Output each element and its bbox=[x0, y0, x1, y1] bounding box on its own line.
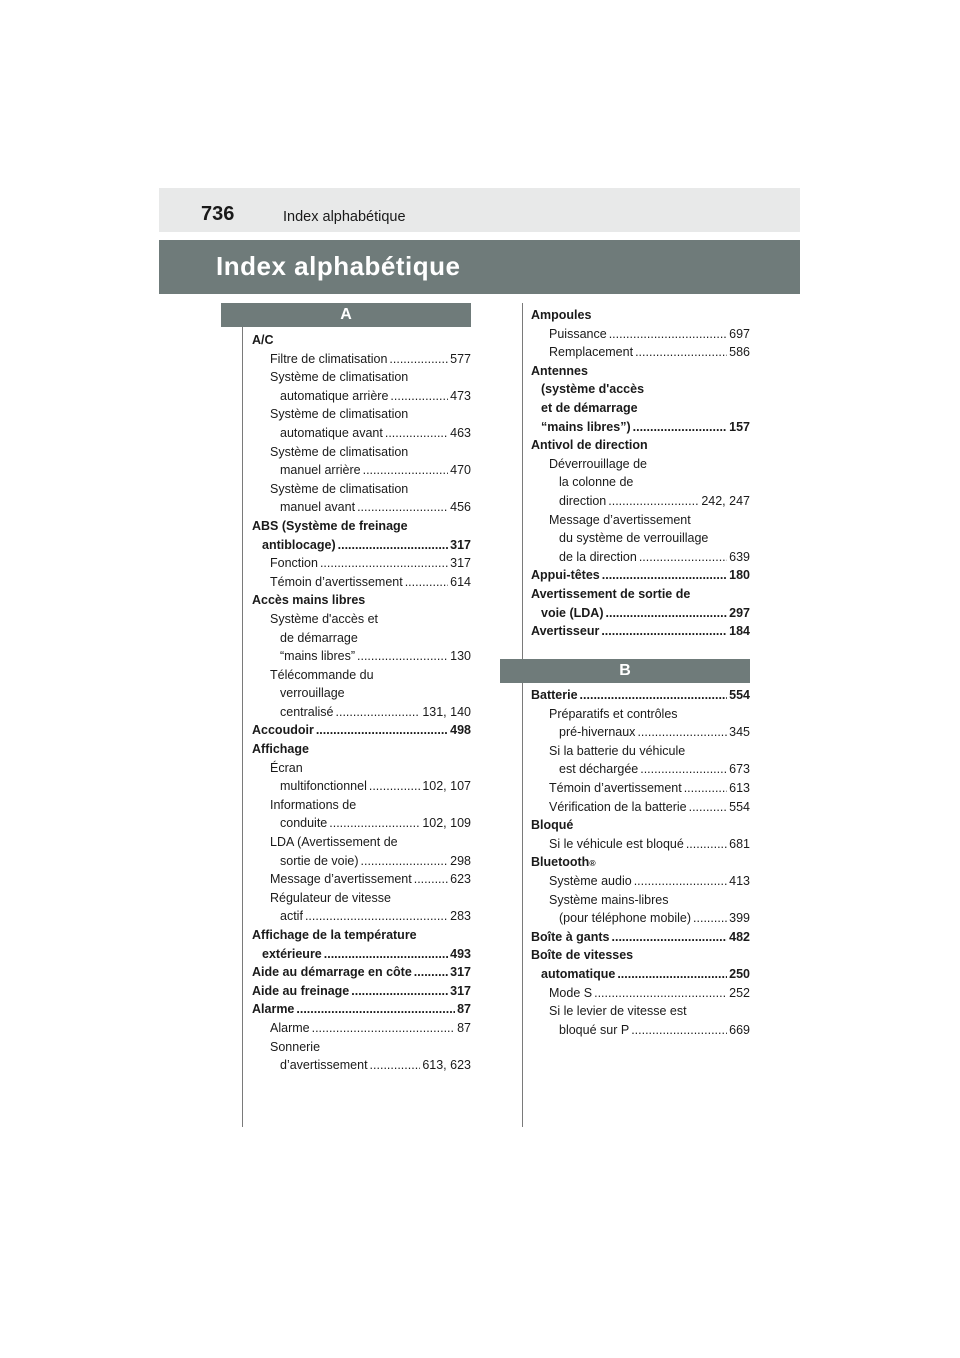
page-reference: 554 bbox=[729, 799, 750, 814]
index-entry-text: la colonne de bbox=[559, 475, 634, 490]
page-reference: 614 bbox=[450, 574, 471, 589]
index-entry-text: et de démarrage bbox=[541, 400, 638, 415]
dot-leader bbox=[686, 835, 727, 854]
index-entry-text: d’avertissement bbox=[280, 1058, 368, 1073]
page-reference: 623 bbox=[450, 872, 471, 887]
index-entry bbox=[531, 1002, 750, 1021]
page-reference: 250 bbox=[729, 966, 750, 981]
index-entry-text: Vérification de la batterie bbox=[549, 799, 687, 814]
index-entry-text: Alarme bbox=[270, 1020, 310, 1035]
column-divider-right bbox=[522, 303, 523, 1127]
index-entry-text: Système de climatisation bbox=[270, 407, 409, 422]
index-entry bbox=[252, 926, 471, 945]
index-entry-text: Affichage bbox=[252, 742, 309, 757]
index-entry bbox=[252, 870, 471, 889]
page-reference: 317 bbox=[450, 965, 471, 980]
page-reference: 413 bbox=[729, 873, 750, 888]
page-reference: 470 bbox=[450, 463, 471, 478]
index-entry-text: centralisé bbox=[280, 704, 334, 719]
dot-leader bbox=[357, 647, 448, 666]
index-entry-text: de la direction bbox=[559, 549, 637, 564]
index-entry-text: bloqué sur P bbox=[559, 1022, 630, 1037]
dot-leader bbox=[693, 909, 727, 928]
page-reference: 613 bbox=[729, 780, 750, 795]
index-entry-text: (pour téléphone mobile) bbox=[559, 911, 692, 926]
index-column-right-b bbox=[531, 686, 750, 1039]
index-entry-text: Système audio bbox=[549, 873, 632, 888]
dot-leader bbox=[639, 548, 727, 567]
dot-leader bbox=[361, 852, 449, 871]
index-entry-text: automatique bbox=[541, 966, 616, 981]
dot-leader bbox=[601, 622, 727, 641]
index-entry-text: Antennes bbox=[531, 363, 588, 378]
index-entry-text: Antivol de direction bbox=[531, 438, 648, 453]
dot-leader bbox=[370, 1056, 421, 1075]
page-reference: 184 bbox=[729, 624, 750, 639]
index-entry-text: A/C bbox=[252, 333, 274, 347]
index-entry bbox=[252, 963, 471, 982]
index-entry bbox=[531, 723, 750, 742]
index-entry-text: conduite bbox=[280, 816, 328, 831]
page-title: Index alphabétique bbox=[216, 251, 461, 281]
index-entry bbox=[531, 742, 750, 761]
index-entry bbox=[531, 705, 750, 724]
index-entry bbox=[531, 604, 750, 623]
index-entry bbox=[252, 1038, 471, 1057]
dot-leader bbox=[635, 343, 727, 362]
index-entry bbox=[531, 909, 750, 928]
dot-leader bbox=[316, 721, 448, 740]
index-entry-text: Si le véhicule est bloqué bbox=[549, 836, 684, 851]
dot-leader bbox=[612, 928, 728, 947]
index-entry-text: sortie de voie) bbox=[280, 853, 359, 868]
index-entry bbox=[252, 982, 471, 1001]
section-letter-a: A bbox=[221, 303, 471, 327]
index-entry bbox=[531, 306, 750, 325]
page-reference: 482 bbox=[729, 929, 750, 944]
page-reference: 586 bbox=[729, 345, 750, 360]
dot-leader bbox=[385, 424, 448, 443]
index-entry-text: Système de climatisation bbox=[270, 370, 409, 385]
column-divider-left bbox=[242, 303, 243, 1127]
index-entry bbox=[531, 946, 750, 965]
index-entry-text: Avertissement de sortie de bbox=[531, 586, 691, 601]
index-entry-text: Boîte à gants bbox=[531, 929, 610, 944]
index-entry bbox=[531, 529, 750, 548]
index-entry bbox=[252, 740, 471, 759]
dot-leader bbox=[684, 779, 727, 798]
index-entry-text: Aide au démarrage en côte bbox=[252, 965, 412, 980]
index-entry bbox=[531, 622, 750, 641]
page-reference: 297 bbox=[729, 605, 750, 620]
dot-leader bbox=[312, 1019, 456, 1038]
dot-leader bbox=[329, 814, 420, 833]
dot-leader bbox=[634, 872, 727, 891]
page-reference: 456 bbox=[450, 500, 471, 515]
dot-leader bbox=[296, 1000, 455, 1019]
index-entry bbox=[531, 548, 750, 567]
index-entry bbox=[252, 610, 471, 629]
index-entry-text: automatique avant bbox=[280, 425, 383, 440]
dot-leader bbox=[580, 686, 728, 705]
page-reference: 298 bbox=[450, 853, 471, 868]
index-entry bbox=[252, 350, 471, 369]
index-entry-text: extérieure bbox=[262, 946, 322, 961]
page-reference: 697 bbox=[729, 326, 750, 341]
dot-leader bbox=[338, 536, 449, 555]
index-entry-text: ABS (Système de freinage bbox=[252, 518, 408, 533]
dot-leader bbox=[357, 498, 448, 517]
index-entry-text: Filtre de climatisation bbox=[270, 351, 388, 366]
index-entry-text: actif bbox=[280, 909, 303, 924]
dot-leader bbox=[414, 963, 448, 982]
index-entry bbox=[252, 443, 471, 462]
index-entry-text: Appui-têtes bbox=[531, 568, 600, 583]
index-entry-text: Fonction bbox=[270, 556, 318, 571]
page-reference: 473 bbox=[450, 388, 471, 403]
page-number: 736 bbox=[201, 203, 235, 225]
index-entry-text: Préparatifs et contrôles bbox=[549, 706, 678, 721]
page-reference: 317 bbox=[450, 983, 471, 998]
index-entry bbox=[252, 945, 471, 964]
index-entry-text: Bluetooth bbox=[531, 855, 590, 870]
dot-leader bbox=[320, 554, 448, 573]
index-entry-text: Déverrouillage de bbox=[549, 456, 647, 471]
dot-leader bbox=[606, 604, 728, 623]
dot-leader bbox=[405, 573, 448, 592]
page-reference: 252 bbox=[729, 985, 750, 1000]
index-entry bbox=[531, 928, 750, 947]
index-entry bbox=[531, 473, 750, 492]
index-entry bbox=[531, 1021, 750, 1040]
index-column-right-a bbox=[531, 306, 750, 641]
index-entry bbox=[252, 554, 471, 573]
index-entry-text: Bloqué bbox=[531, 818, 574, 833]
index-entry-text: pré-hivernaux bbox=[559, 725, 636, 740]
index-entry-text: de démarrage bbox=[280, 630, 358, 645]
index-entry bbox=[252, 629, 471, 648]
page-reference: 87 bbox=[457, 1020, 471, 1035]
page-reference: 130 bbox=[450, 649, 471, 664]
page-reference: 681 bbox=[729, 836, 750, 851]
page-reference: 669 bbox=[729, 1022, 750, 1037]
index-entry-text: Si le levier de vitesse est bbox=[549, 1004, 687, 1019]
index-entry bbox=[531, 418, 750, 437]
index-entry bbox=[531, 872, 750, 891]
index-entry bbox=[531, 835, 750, 854]
dot-leader bbox=[608, 492, 699, 511]
dot-leader bbox=[637, 723, 727, 742]
page-reference: 317 bbox=[450, 556, 471, 571]
index-entry-text: “mains libres” bbox=[280, 649, 356, 664]
index-entry-text: (système d'accès bbox=[541, 382, 645, 397]
index-entry bbox=[531, 362, 750, 381]
index-entry bbox=[531, 686, 750, 705]
index-entry bbox=[252, 796, 471, 815]
index-entry bbox=[252, 889, 471, 908]
page-reference: 283 bbox=[450, 909, 471, 924]
dot-leader bbox=[390, 387, 448, 406]
index-entry bbox=[252, 368, 471, 387]
index-entry bbox=[252, 647, 471, 666]
dot-leader bbox=[363, 461, 449, 480]
dot-leader bbox=[631, 1021, 727, 1040]
dot-leader bbox=[640, 760, 727, 779]
index-entry bbox=[531, 492, 750, 511]
index-entry-text: Ampoules bbox=[531, 308, 592, 322]
index-entry-text: manuel avant bbox=[280, 500, 356, 515]
index-entry-text: Système mains-libres bbox=[549, 892, 669, 907]
page-reference: 498 bbox=[450, 723, 471, 738]
dot-leader bbox=[689, 798, 728, 817]
index-entry-text: Témoin d’avertissement bbox=[270, 574, 403, 589]
index-entry bbox=[252, 517, 471, 536]
index-entry bbox=[252, 759, 471, 778]
page-reference: 87 bbox=[457, 1002, 471, 1017]
index-column-left bbox=[252, 331, 471, 1075]
index-entry-text: Avertisseur bbox=[531, 624, 600, 639]
index-entry bbox=[531, 380, 750, 399]
index-entry bbox=[531, 798, 750, 817]
index-entry-text: Mode S bbox=[549, 985, 593, 1000]
dot-leader bbox=[324, 945, 448, 964]
index-entry bbox=[252, 424, 471, 443]
page-reference: 102, 107 bbox=[422, 779, 471, 794]
index-entry-text: antiblocage) bbox=[262, 537, 336, 552]
index-entry-text: “mains libres”) bbox=[541, 419, 631, 434]
index-entry bbox=[252, 591, 471, 610]
index-entry bbox=[252, 777, 471, 796]
index-entry bbox=[252, 331, 471, 350]
index-entry bbox=[252, 721, 471, 740]
index-entry: Bluetooth ® bbox=[531, 853, 750, 872]
index-entry bbox=[252, 1056, 471, 1075]
index-entry bbox=[252, 1019, 471, 1038]
index-entry bbox=[252, 405, 471, 424]
index-entry bbox=[252, 573, 471, 592]
index-entry-text: automatique arrière bbox=[280, 388, 389, 403]
index-entry-text: Puissance bbox=[549, 326, 607, 341]
index-entry bbox=[531, 585, 750, 604]
index-entry bbox=[531, 455, 750, 474]
index-entry-text: Sonnerie bbox=[270, 1039, 321, 1054]
index-entry-text: Boîte de vitesses bbox=[531, 948, 634, 963]
index-entry bbox=[531, 399, 750, 418]
index-entry-text: Système de climatisation bbox=[270, 481, 409, 496]
index-entry-text: direction bbox=[559, 493, 607, 508]
header-bar bbox=[159, 188, 800, 232]
index-entry-text: Message d’avertissement bbox=[270, 872, 412, 887]
index-entry bbox=[531, 566, 750, 585]
index-entry-text: Si la batterie du véhicule bbox=[549, 743, 686, 758]
index-entry-text: Remplacement bbox=[549, 345, 634, 360]
index-entry-text: Message d’avertissement bbox=[549, 512, 691, 527]
page-reference: 345 bbox=[729, 725, 750, 740]
index-entry-text: du système de verrouillage bbox=[559, 531, 709, 546]
index-entry bbox=[252, 684, 471, 703]
index-entry-text: Témoin d’avertissement bbox=[549, 780, 682, 795]
index-entry-text: Accoudoir bbox=[252, 723, 314, 738]
index-entry bbox=[252, 852, 471, 871]
dot-leader bbox=[305, 907, 448, 926]
dot-leader bbox=[633, 418, 728, 437]
dot-leader bbox=[389, 350, 448, 369]
index-entry-text: multifonctionnel bbox=[280, 779, 367, 794]
index-entry-text: Système de climatisation bbox=[270, 444, 409, 459]
dot-leader bbox=[414, 870, 448, 889]
dot-leader bbox=[369, 777, 420, 796]
running-header-title: Index alphabétique bbox=[283, 209, 406, 225]
index-entry-text: Alarme bbox=[252, 1002, 295, 1017]
page-reference: 399 bbox=[729, 911, 750, 926]
page-reference: 673 bbox=[729, 762, 750, 777]
index-entry bbox=[531, 779, 750, 798]
index-entry-text: est déchargée bbox=[559, 762, 639, 777]
dot-leader bbox=[336, 703, 421, 722]
page-reference: 157 bbox=[729, 419, 750, 434]
index-entry bbox=[252, 387, 471, 406]
index-entry bbox=[531, 965, 750, 984]
page-reference: 639 bbox=[729, 549, 750, 564]
index-entry-text: voie (LDA) bbox=[541, 605, 604, 620]
page-reference: 493 bbox=[450, 946, 471, 961]
dot-leader bbox=[609, 325, 727, 344]
index-entry-text: Aide au freinage bbox=[252, 983, 350, 998]
page-reference: 613, 623 bbox=[422, 1058, 471, 1073]
index-entry-text: Télécommande du bbox=[270, 667, 374, 682]
index-entry-text: Affichage de la température bbox=[252, 928, 417, 942]
index-entry bbox=[531, 511, 750, 530]
index-entry-text: verrouillage bbox=[280, 686, 345, 701]
index-entry bbox=[252, 703, 471, 722]
index-entry bbox=[252, 480, 471, 499]
index-entry bbox=[531, 436, 750, 455]
index-entry bbox=[531, 760, 750, 779]
index-entry bbox=[252, 498, 471, 517]
index-entry-text: Batterie bbox=[531, 688, 578, 702]
index-entry-text: Système d'accès et bbox=[270, 611, 378, 626]
index-entry-text: Régulateur de vitesse bbox=[270, 890, 391, 905]
index-entry bbox=[252, 536, 471, 555]
page-reference: 180 bbox=[729, 568, 750, 583]
index-entry bbox=[252, 461, 471, 480]
index-entry-text: Informations de bbox=[270, 797, 357, 812]
page-reference: 242, 247 bbox=[701, 493, 750, 508]
page-reference: 577 bbox=[450, 351, 471, 366]
index-entry bbox=[531, 325, 750, 344]
section-letter-b: B bbox=[500, 659, 750, 683]
dot-leader bbox=[602, 566, 727, 585]
page-reference: 131, 140 bbox=[422, 704, 471, 719]
index-entry-text: LDA (Avertissement de bbox=[270, 835, 398, 850]
index-entry bbox=[531, 343, 750, 362]
index-entry-text: manuel arrière bbox=[280, 463, 361, 478]
dot-leader bbox=[617, 965, 727, 984]
page-reference: 463 bbox=[450, 425, 471, 440]
index-entry bbox=[252, 907, 471, 926]
index-entry-text: Accès mains libres bbox=[252, 593, 366, 608]
index-entry bbox=[531, 816, 750, 835]
index-entry bbox=[252, 1000, 471, 1019]
index-entry bbox=[252, 833, 471, 852]
index-entry bbox=[252, 666, 471, 685]
page-reference: 317 bbox=[450, 537, 471, 552]
index-entry bbox=[252, 814, 471, 833]
page-reference: 554 bbox=[729, 688, 750, 702]
dot-leader bbox=[351, 982, 448, 1001]
index-entry-text: Écran bbox=[270, 760, 303, 775]
dot-leader bbox=[594, 984, 727, 1003]
page-reference: 102, 109 bbox=[422, 816, 471, 831]
index-entry bbox=[531, 891, 750, 910]
index-entry bbox=[531, 984, 750, 1003]
